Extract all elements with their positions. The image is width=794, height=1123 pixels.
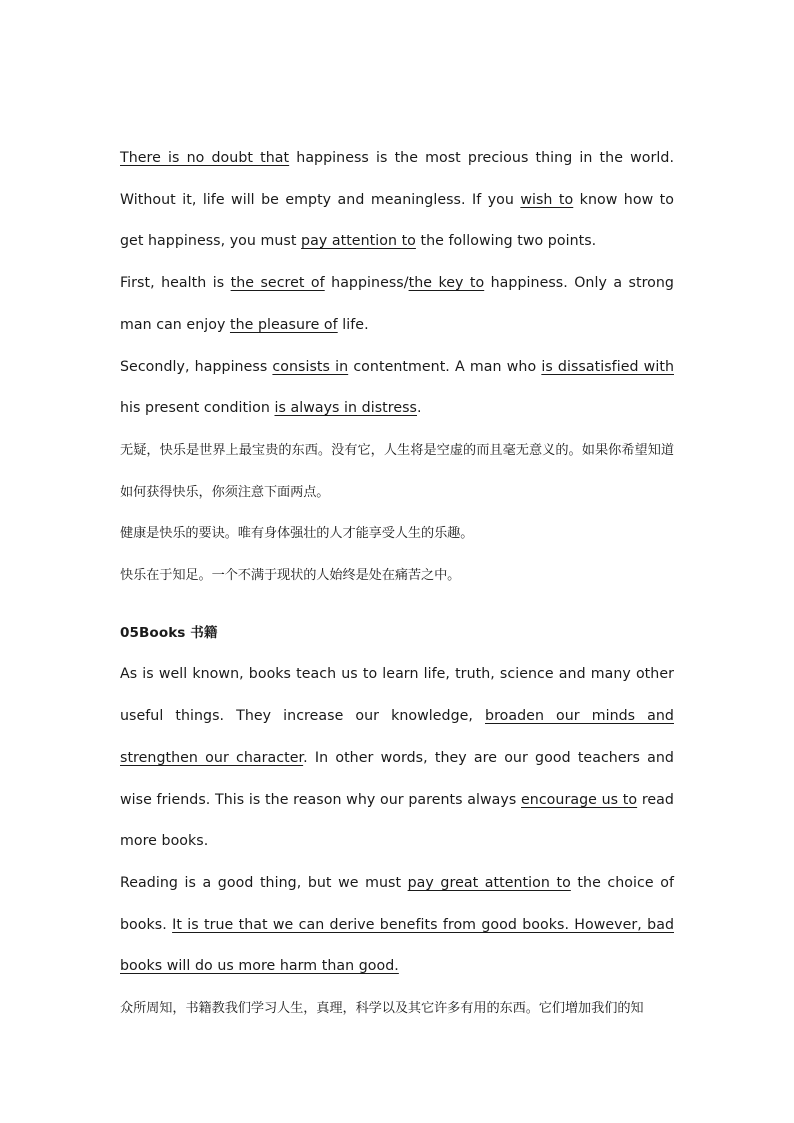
underlined-phrase: encourage us to: [521, 791, 638, 808]
text-segment: the following two points.: [415, 233, 597, 250]
underlined-phrase: the key to: [408, 275, 485, 292]
underlined-phrase: There is no doubt that: [120, 150, 290, 166]
underlined-phrase: wish to: [520, 191, 574, 208]
section-heading: [120, 613, 674, 655]
text-segment: Reading is a good thing, but we must: [120, 874, 408, 891]
text-segment: read more books.: [120, 791, 674, 850]
text-segment: life.: [337, 316, 369, 333]
underlined-phrase: is always in distress: [274, 400, 417, 417]
text-segment: the choice of books.: [120, 874, 674, 933]
underlined-phrase: the pleasure of: [229, 316, 338, 333]
text-segment: 健康是快乐的要诀。唯有身体强壮的人才能享受人生的乐趣。: [120, 526, 474, 542]
underlined-phrase: consists in: [272, 358, 349, 375]
chinese-paragraph: [120, 988, 674, 1030]
text-segment: contentment. A man who: [348, 358, 542, 375]
text-segment: .: [417, 400, 422, 417]
text-segment: happiness is the most precious thing in the world. Without it, life will be empty and meaningless. If you: [120, 150, 674, 208]
underlined-phrase: is dissatisfied with: [541, 358, 674, 375]
text-segment: 众所周知，书籍教我们学习人生，真理，科学以及其它许多有用的东西。它们增加我们的知: [120, 1001, 644, 1017]
underlined-phrase: pay great attention to: [407, 874, 571, 891]
underlined-phrase: pay attention to: [301, 233, 416, 250]
text-segment: know how to get happiness, you must: [120, 191, 674, 250]
text-segment: his present condition: [120, 400, 275, 417]
english-paragraph: [120, 347, 674, 430]
document-body: [120, 138, 674, 1030]
text-segment: 05Books 书籍: [120, 624, 218, 641]
chinese-paragraph: [120, 513, 674, 555]
english-paragraph: [120, 654, 674, 863]
text-segment: 快乐在于知足。一个不满于现状的人始终是处在痛苦之中。: [120, 568, 461, 584]
text-segment: . In other words, they are our good teachers and wise friends. This is the reason why our parents always: [120, 749, 674, 808]
chinese-paragraph: [120, 555, 674, 597]
underlined-phrase: It is true that we can derive benefits from good books. However, bad books will do us more harm than good.: [120, 916, 674, 975]
text-segment: First, health is: [120, 275, 231, 292]
english-paragraph: [120, 863, 674, 988]
underlined-phrase: broaden our minds and strengthen our character: [120, 708, 674, 766]
english-paragraph: [120, 263, 674, 346]
text-segment: happiness. Only a strong man can enjoy: [120, 275, 674, 333]
underlined-phrase: the secret of: [230, 275, 325, 292]
text-segment: As is well known, books teach us to learn life, truth, science and many other useful things. They increase our knowledge,: [120, 666, 674, 725]
text-segment: happiness/: [324, 275, 409, 292]
text-segment: 无疑，快乐是世界上最宝贵的东西。没有它，人生将是空虚的而且毫无意义的。如果你希望知道如何获得快乐，你须注意下面两点。: [120, 442, 674, 500]
chinese-paragraph: [120, 430, 674, 513]
text-segment: Secondly, happiness: [120, 358, 273, 375]
english-paragraph: [120, 138, 674, 263]
